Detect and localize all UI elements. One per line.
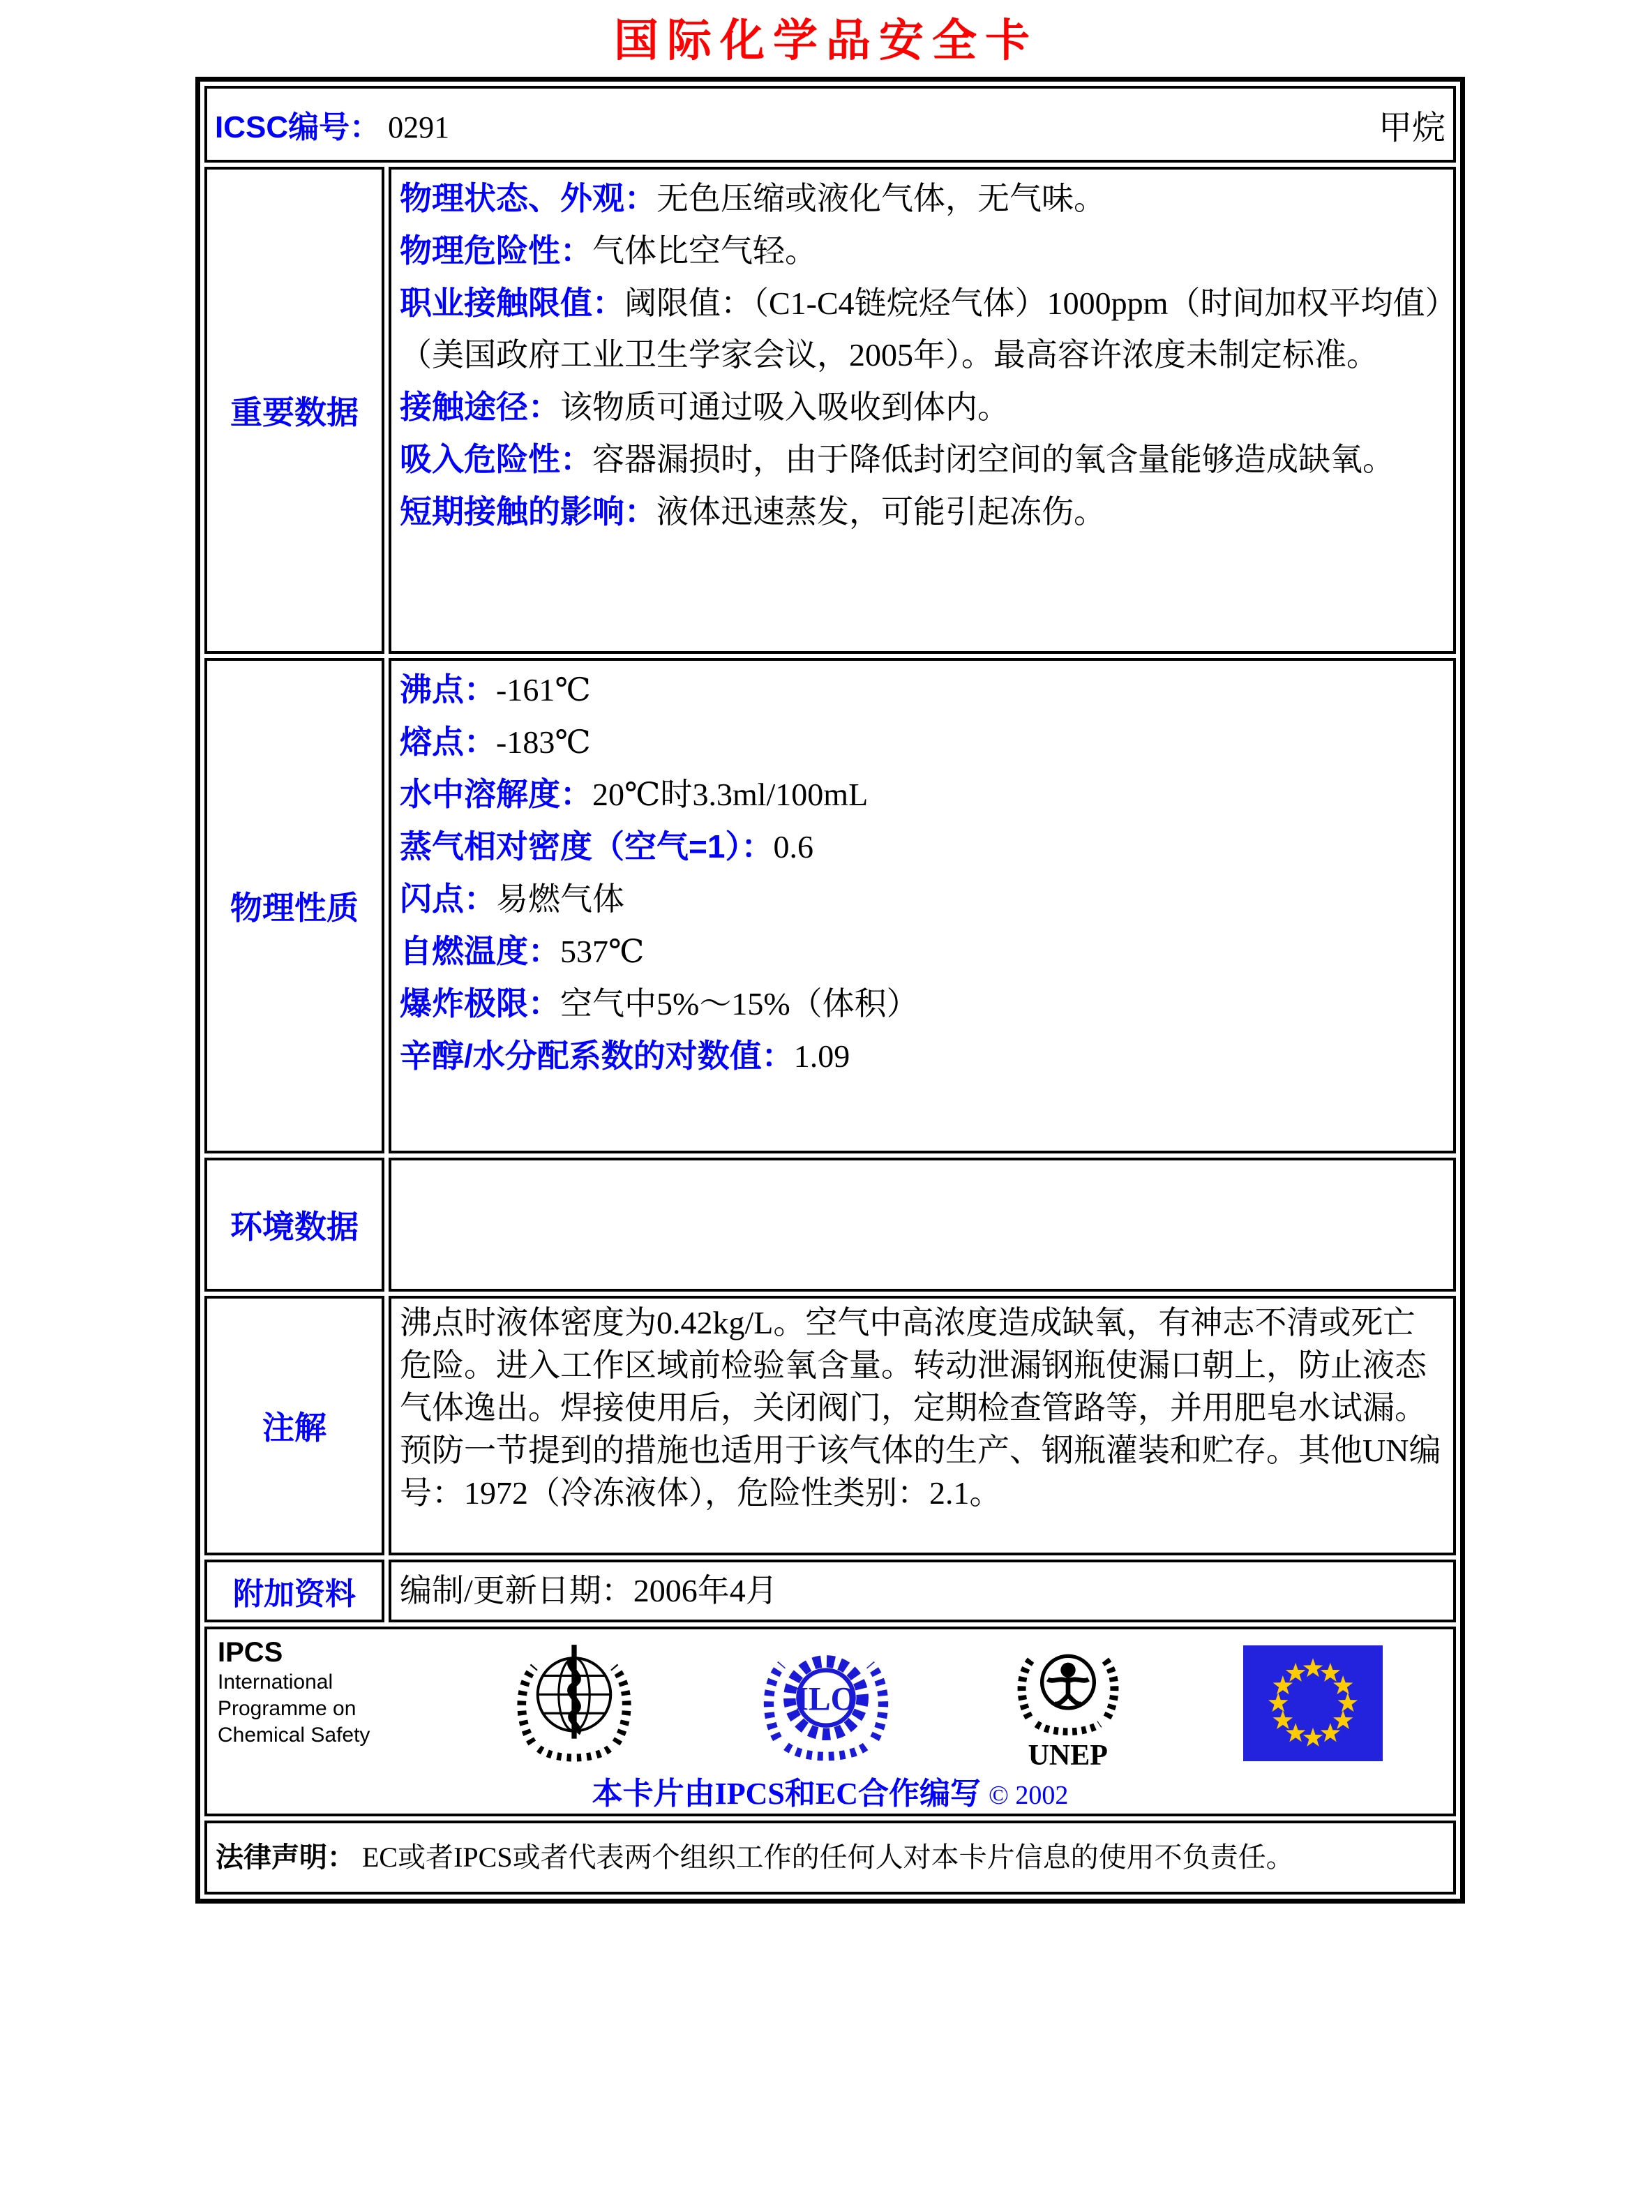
notes-content bbox=[389, 1296, 1456, 1555]
field-value: 1.09 bbox=[793, 1038, 850, 1074]
section-label-additional-info: 附加资料 bbox=[204, 1560, 384, 1622]
notes-text: 沸点时液体密度为0.42kg/L。空气中高浓度造成缺氧，有神志不清或死亡危险。进入工作区域前检验氧含量。转动泄漏钢瓶使漏口朝上，防止液态气体逸出。焊接使用后，关闭阀门，定期检查管路等，并用肥皂水试漏。预防一节提到的措施也适用于该气体的生产、钢瓶灌装和贮存。其他UN编号：1972（冷冻液体），危险性类别：2.1。 bbox=[400, 1305, 1441, 1511]
footer-wrap bbox=[208, 1627, 1452, 1816]
field-label: 辛醇/水分配系数的对数值： bbox=[400, 1038, 794, 1074]
data-item bbox=[400, 381, 1445, 433]
icsc-number-group bbox=[215, 102, 449, 147]
notes-row bbox=[204, 1296, 1456, 1555]
section-label-important-data: 重要数据 bbox=[204, 167, 384, 654]
field-value: 20℃时3.3ml/100mL bbox=[592, 777, 869, 812]
field-label: 蒸气相对密度（空气=1）： bbox=[400, 828, 774, 865]
data-item bbox=[400, 716, 1445, 768]
field-label: 职业接触限值： bbox=[400, 285, 624, 321]
field-value: 空气中5%～15%（体积） bbox=[560, 986, 919, 1022]
data-item bbox=[400, 225, 1445, 277]
physical-properties-content bbox=[389, 658, 1456, 1153]
field-value: 阈限值：（C1-C4链烷烃气体）1000ppm（时间加权平均值）（美国政府工业卫生学家会议，2005年）。最高容许浓度未制定标准。 bbox=[400, 285, 1441, 373]
legal-row bbox=[204, 1821, 1456, 1895]
field-value: 易燃气体 bbox=[496, 881, 624, 917]
section-label-physical-properties: 物理性质 bbox=[204, 658, 384, 1153]
field-label: 自燃温度： bbox=[400, 933, 560, 969]
data-item bbox=[400, 821, 1445, 873]
additional-info-row bbox=[204, 1560, 1456, 1622]
data-item bbox=[400, 1030, 1445, 1082]
field-label: 熔点： bbox=[400, 724, 496, 760]
field-value: -183℃ bbox=[496, 724, 591, 760]
field-value: -161℃ bbox=[496, 672, 591, 708]
field-label: 爆炸极限： bbox=[400, 985, 560, 1022]
data-item bbox=[400, 277, 1445, 381]
eu-flag-icon bbox=[1243, 1645, 1383, 1761]
unep-icon bbox=[1012, 1636, 1124, 1770]
field-label: 物理状态、外观： bbox=[400, 180, 656, 216]
footer-top bbox=[218, 1631, 1443, 1775]
chemical-name: 甲烷 bbox=[1378, 109, 1446, 147]
ipcs-line3: Chemical Safety bbox=[218, 1724, 370, 1747]
data-item bbox=[400, 664, 1445, 716]
icsc-card-table bbox=[195, 77, 1465, 1904]
data-item bbox=[400, 172, 1445, 225]
svg-text:ILO: ILO bbox=[795, 1681, 857, 1718]
field-value: 容器漏损时，由于降低封闭空间的氧含量能够造成缺氧。 bbox=[592, 442, 1395, 477]
environmental-data-content bbox=[389, 1158, 1456, 1292]
data-item bbox=[400, 978, 1445, 1030]
field-value: 无色压缩或液化气体，无气味。 bbox=[656, 181, 1106, 216]
important-data-row bbox=[204, 167, 1456, 654]
logos-strip bbox=[448, 1636, 1443, 1770]
legal-label: 法律声明： bbox=[216, 1842, 355, 1873]
section-label-environmental-data: 环境数据 bbox=[204, 1158, 384, 1292]
credit-text: 本卡片由IPCS和EC合作编写 bbox=[592, 1777, 981, 1811]
legal-text: EC或者IPCS或者代表两个组织工作的任何人对本卡片信息的使用不负责任。 bbox=[362, 1841, 1294, 1873]
environmental-data-row bbox=[204, 1158, 1456, 1292]
ipcs-line1: International bbox=[218, 1671, 333, 1694]
ipcs-block bbox=[218, 1631, 448, 1749]
who-icon bbox=[508, 1637, 640, 1770]
logos-cell bbox=[204, 1627, 1456, 1816]
ilo-icon bbox=[760, 1637, 892, 1770]
field-label: 水中溶解度： bbox=[400, 776, 592, 812]
ipcs-line2: Programme on bbox=[218, 1697, 356, 1720]
physical-properties-row bbox=[204, 658, 1456, 1153]
icsc-number-value: 0291 bbox=[388, 110, 450, 144]
logos-row bbox=[204, 1627, 1456, 1816]
data-item bbox=[400, 873, 1445, 925]
field-value: 537℃ bbox=[560, 934, 645, 969]
icsc-number-label: ICSC编号： bbox=[215, 110, 381, 144]
field-label: 物理危险性： bbox=[400, 232, 592, 269]
data-item bbox=[400, 486, 1445, 538]
additional-info-content: 编制/更新日期：2006年4月 bbox=[389, 1560, 1456, 1622]
copyright-text: © 2002 bbox=[989, 1781, 1069, 1810]
data-item bbox=[400, 925, 1445, 978]
ipcs-acronym: IPCS bbox=[218, 1637, 283, 1668]
field-label: 吸入危险性： bbox=[400, 441, 592, 477]
field-label: 接触途径： bbox=[400, 389, 560, 425]
field-label: 短期接触的影响： bbox=[400, 493, 656, 530]
field-value: 0.6 bbox=[773, 829, 813, 865]
page-title: 国际化学品安全卡 bbox=[614, 15, 1038, 66]
credit-line bbox=[218, 1775, 1443, 1814]
header-cell bbox=[204, 86, 1456, 163]
field-value: 气体比空气轻。 bbox=[592, 233, 817, 269]
data-item bbox=[400, 433, 1445, 486]
legal-cell bbox=[204, 1821, 1456, 1895]
header-row bbox=[204, 86, 1456, 163]
field-value: 液体迅速蒸发，可能引起冻伤。 bbox=[656, 494, 1106, 530]
header-flex bbox=[208, 89, 1452, 159]
field-label: 闪点： bbox=[400, 881, 496, 917]
section-label-notes: 注解 bbox=[204, 1296, 384, 1555]
important-data-content bbox=[389, 167, 1456, 654]
field-label: 沸点： bbox=[400, 671, 496, 708]
unep-wordmark: UNEP bbox=[1028, 1740, 1108, 1772]
data-item bbox=[400, 768, 1445, 821]
field-value: 该物质可通过吸入吸收到体内。 bbox=[560, 389, 1009, 425]
